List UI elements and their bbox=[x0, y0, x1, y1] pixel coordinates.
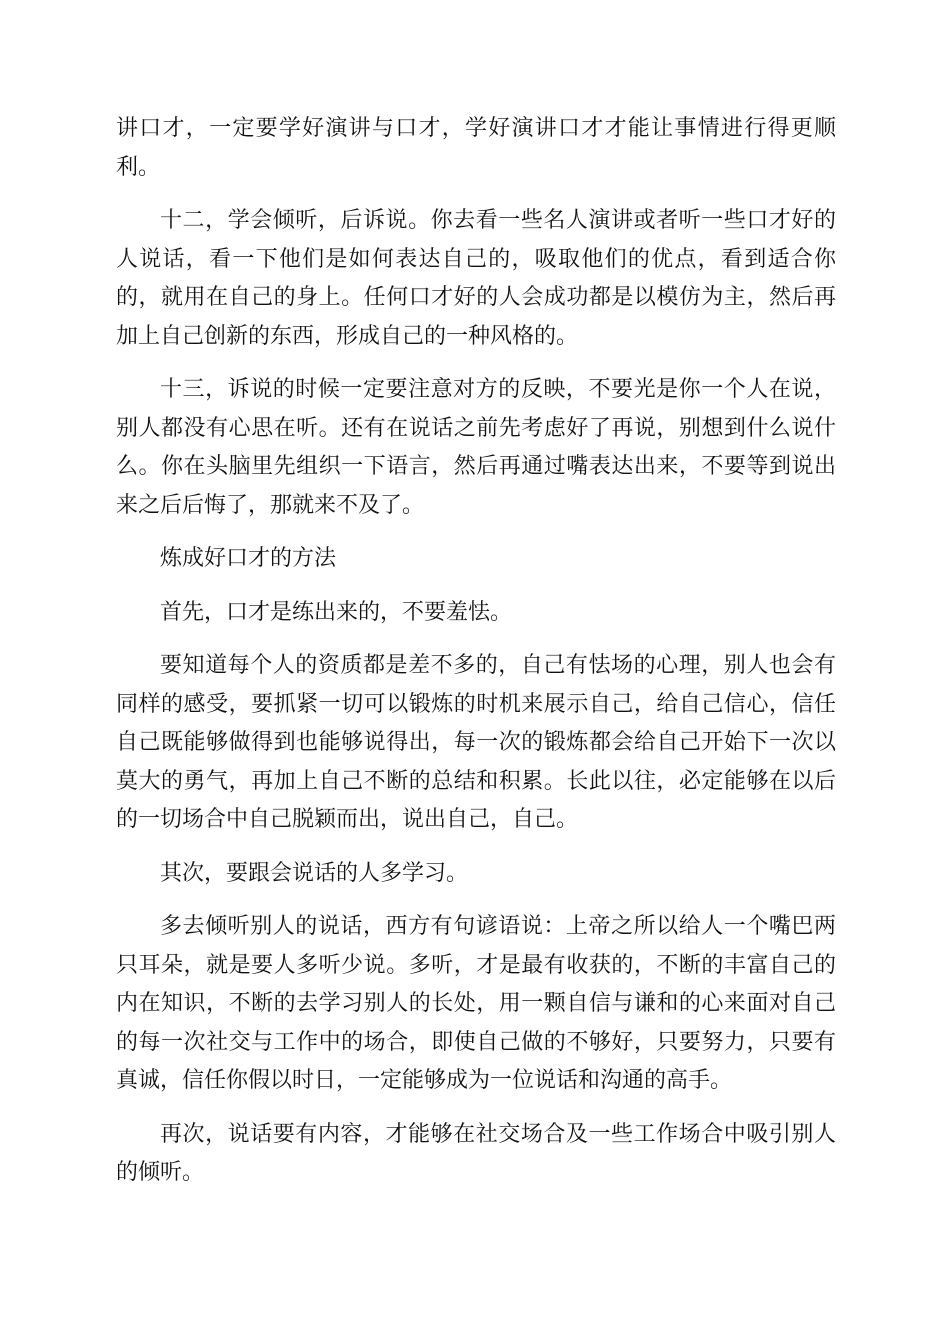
document-body bbox=[116, 110, 836, 1208]
paragraph-3: 十三，诉说的时候一定要注意对方的反映，不要光是你一个人在说，别人都没有心思在听。还有在说话之前先考虑好了再说，别想到什么说什么。你在头脑里先组织一下语言，然后再通过嘴表达出来，不要等到说出来之后后悔了，那就来不及了。 bbox=[116, 377, 836, 518]
paragraph-1: 讲口才，一定要学好演讲与口才，学好演讲口才才能让事情进行得更顺利。 bbox=[116, 116, 836, 180]
paragraph-2: 十二，学会倾听，后诉说。你去看一些名人演讲或者听一些口才好的人说话，看一下他们是如何表达自己的，吸取他们的优点，看到适合你的，就用在自己的身上。任何口才好的人会成功都是以模仿为主，然后再加上自己创新的东西，形成自己的一种风格的。 bbox=[116, 208, 836, 349]
paragraph-9: 再次，说话要有内容，才能够在社交场合及一些工作场合中吸引别人的倾听。 bbox=[116, 1121, 836, 1185]
section-heading: 炼成好口才的方法 bbox=[160, 546, 337, 571]
paragraph-8: 多去倾听别人的说话，西方有句谚语说：上帝之所以给人一个嘴巴两只耳朵，就是要人多听少说。多听，才是最有收获的，不断的丰富自己的内在知识，不断的去学习别人的长处，用一颗自信与谦和的心来面对自己的每一次社交与工作中的场合，即使自己做的不够好，只要努力，只要有真诚，信任你假以时日，一定能够成为一位说话和沟通的高手。 bbox=[116, 914, 836, 1093]
paragraph-5: 首先，口才是练出来的，不要羞怯。 bbox=[160, 599, 513, 625]
paragraph-6: 要知道每个人的资质都是差不多的，自己有怯场的心理，别人也会有同样的感受，要抓紧一切可以锻炼的时机来展示自己，给自己信心，信任自己既能够做得到也能够说得出，每一次的锻炼都会给自己开始下一次以莫大的勇气，再加上自己不断的总结和积累。长此以往，必定能够在以后的一切场合中自己脱颖而出，说出自己，自己。 bbox=[116, 653, 836, 832]
paragraph-7: 其次，要跟会说话的人多学习。 bbox=[160, 860, 469, 886]
